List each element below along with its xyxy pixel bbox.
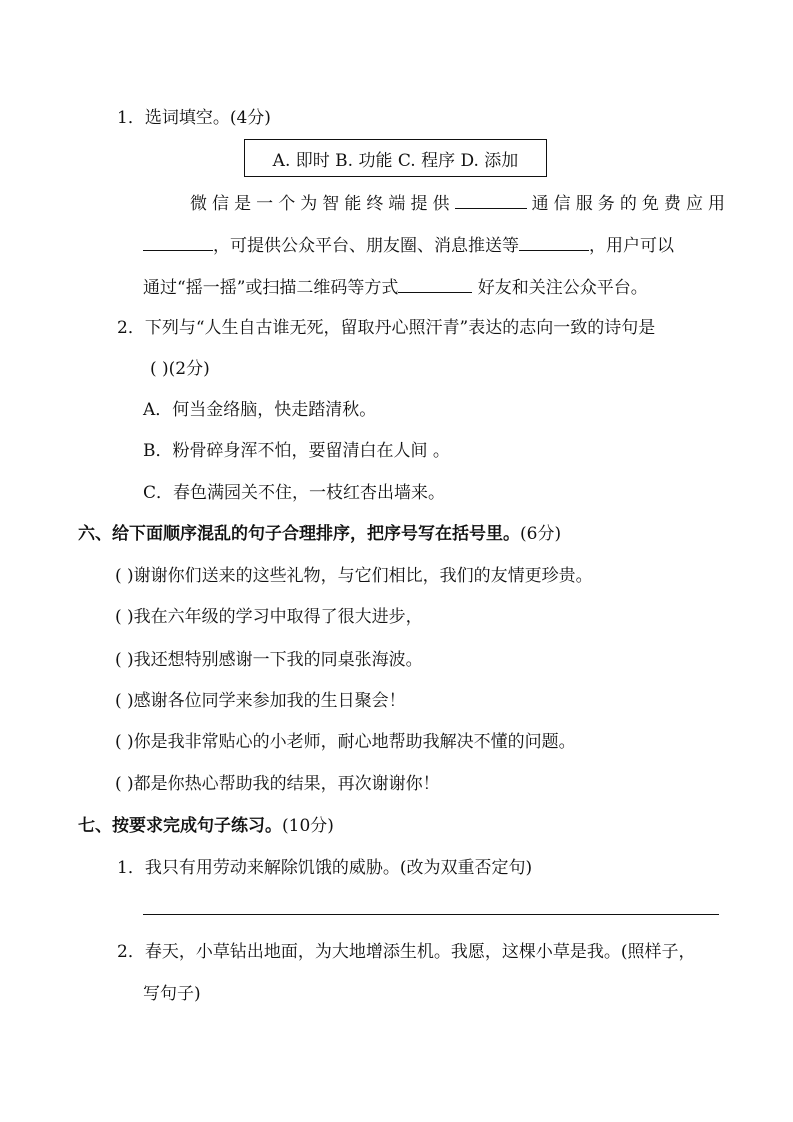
q1-text-a: 微信是一个为智能终端提供 bbox=[190, 194, 455, 214]
blank-1[interactable] bbox=[455, 190, 527, 209]
section-7-title: 七、按要求完成句子练习。 bbox=[78, 816, 282, 836]
blank-2[interactable] bbox=[143, 232, 213, 251]
q1-title: 1．选词填空。(4分) bbox=[117, 108, 271, 128]
sort-item-5[interactable]: ( )你是我非常贴心的小老师，耐心地帮助我解决不懂的问题。 bbox=[115, 732, 576, 752]
word-options: A. 即时 B. 功能 C. 程序 D. 添加 bbox=[272, 150, 519, 171]
q1-text-e: 通过“摇一摇”或扫描二维码等方式 bbox=[143, 278, 399, 298]
q1-paragraph-line2 bbox=[143, 232, 674, 258]
answer-line[interactable] bbox=[143, 914, 719, 915]
q1-paragraph-line3 bbox=[143, 274, 648, 300]
section-6-score: (6分) bbox=[520, 524, 562, 544]
sort-item-1[interactable]: ( )谢谢你们送来的这些礼物，与它们相比，我们的友情更珍贵。 bbox=[115, 566, 593, 586]
q2-option-c: C．春色满园关不住，一枝红杏出墙来。 bbox=[143, 483, 446, 503]
q1-text-b: 通信服务的免费应用 bbox=[526, 194, 726, 214]
section-7-heading bbox=[78, 814, 334, 838]
q2-option-b: B．粉骨碎身浑不怕，要留清白在人间 。 bbox=[143, 441, 450, 461]
q2-answer-paren[interactable]: ( )(2分) bbox=[150, 359, 210, 379]
word-options-box bbox=[244, 139, 547, 177]
sort-item-3[interactable]: ( )我还想特别感谢一下我的同桌张海波。 bbox=[115, 650, 423, 670]
sort-item-6[interactable]: ( )都是你热心帮助我的结果，再次谢谢你！ bbox=[115, 774, 440, 794]
q1-text-f: 好友和关注公众平台。 bbox=[472, 278, 648, 298]
s7-q2: 2．春天，小草钻出地面，为大地增添生机。我愿，这棵小草是我。(照样子， bbox=[117, 942, 696, 962]
sort-item-4[interactable]: ( )感谢各位同学来参加我的生日聚会！ bbox=[115, 691, 406, 711]
section-6-heading bbox=[78, 522, 561, 546]
s7-q1: 1．我只有用劳动来解除饥饿的威胁。(改为双重否定句) bbox=[117, 858, 533, 878]
blank-4[interactable] bbox=[398, 274, 472, 293]
section-7-score: (10分) bbox=[282, 816, 334, 836]
q1-text-c: ，可提供公众平台、朋友圈、消息推送等 bbox=[213, 236, 519, 256]
q1-text-d: ，用户可以 bbox=[589, 236, 674, 256]
q2-title: 2．下列与“人生自古谁无死，留取丹心照汗青”表达的志向一致的诗句是 bbox=[117, 318, 656, 338]
blank-3[interactable] bbox=[519, 232, 589, 251]
sort-item-2[interactable]: ( )我在六年级的学习中取得了很大进步， bbox=[115, 607, 423, 627]
q2-option-a: A．何当金络脑，快走踏清秋。 bbox=[143, 400, 377, 420]
s7-q2-cont: 写句子) bbox=[143, 984, 201, 1004]
section-6-title: 六、给下面顺序混乱的句子合理排序，把序号写在括号里。 bbox=[78, 524, 520, 544]
q1-paragraph-line1 bbox=[190, 190, 725, 216]
